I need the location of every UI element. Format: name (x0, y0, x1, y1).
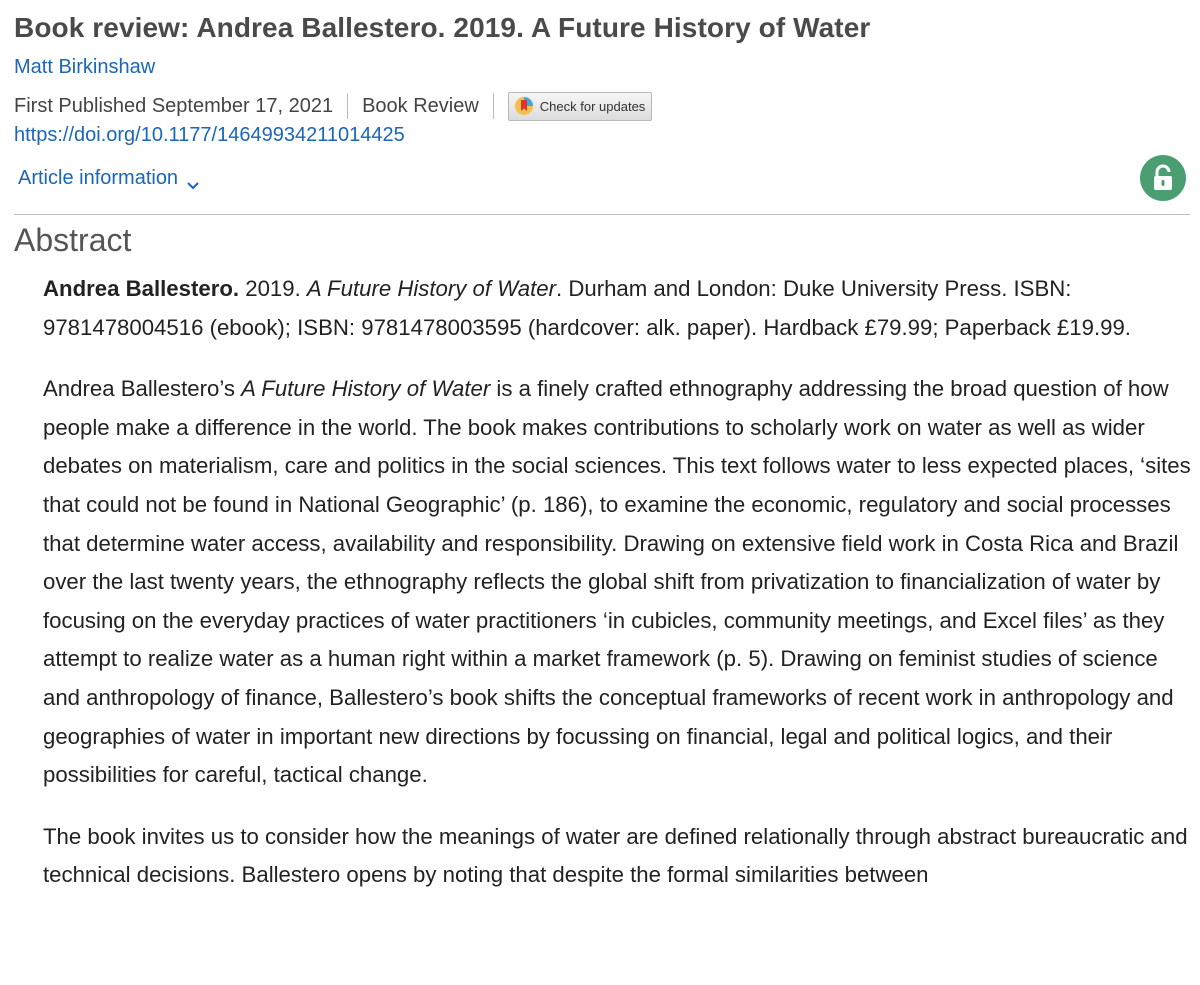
article-title: Book review: Andrea Ballestero. 2019. A Future History of Water (14, 12, 871, 43)
open-access-lock-icon[interactable] (1140, 155, 1186, 201)
published-date: First Published September 17, 2021 (14, 94, 334, 117)
citation-year: 2019. (239, 276, 307, 301)
citation-book-title: A Future History of Water (306, 276, 556, 301)
citation-details: . Durham and London: Duke University Press. ISBN: 9781478004516 (ebook); ISBN: 9781478003595 (hardcover: alk. paper). Hardback £79.99; Paperback £19.99. (43, 276, 1131, 340)
check-for-updates-label: Check for updates (539, 98, 646, 114)
meta-divider (347, 93, 348, 119)
article-information-toggle[interactable] (18, 167, 200, 190)
abstract-body (43, 270, 1193, 918)
meta-divider (493, 93, 494, 119)
article-information-label: Article information (18, 167, 179, 189)
paragraph-lead: Andrea Ballestero’s (43, 376, 242, 402)
abstract-heading: Abstract (14, 222, 132, 258)
abstract-paragraph (43, 370, 1193, 795)
crossmark-icon (514, 96, 534, 116)
section-divider (14, 214, 1190, 215)
abstract-paragraph: The book invites us to consider how the meanings of water are defined relationally through abstract bureaucratic and technical decisions. Ballestero opens by noting that despite the formal similarities between (43, 823, 1188, 888)
publication-meta (14, 90, 652, 122)
check-for-updates-button[interactable] (508, 92, 653, 121)
doi-link[interactable]: https://doi.org/10.1177/14649934211014425 (14, 124, 405, 146)
chevron-down-icon (186, 174, 200, 184)
citation-paragraph (43, 270, 1193, 347)
paragraph-text: is a finely crafted ethnography addressing the broad question of how people make a difference in the world. The book makes contributions to scholarly work on water as well as wider debates on materialism, care and politics in the social sciences. This text follows water to less expected places, ‘sites that could not be found in National Geographic’ (p. 186), to examine the economic, regulatory and social processes that determine water access, availability and responsibility. Drawing on extensive field work in Costa Rica and Brazil over the last twenty years, the ethnography reflects the global shift from privatization to financialization of water by focusing on the everyday practices of water practitioners ‘in cubicles, community meetings, and Excel files’ as they attempt to realize water as a human right within a market framework (p. 5). Drawing on feminist studies of science and anthropology of finance, Ballestero’s book shifts the conceptual frameworks of recent work in anthropology and geographies of water in important new directions by focussing on financial, legal and political logics, and their possibilities for careful, tactical change. (43, 376, 1191, 788)
author-link[interactable]: Matt Birkinshaw (14, 56, 156, 78)
article-type: Book Review (362, 94, 479, 117)
paragraph-book-title: A Future History of Water (241, 376, 491, 402)
citation-author: Andrea Ballestero. (43, 276, 240, 301)
